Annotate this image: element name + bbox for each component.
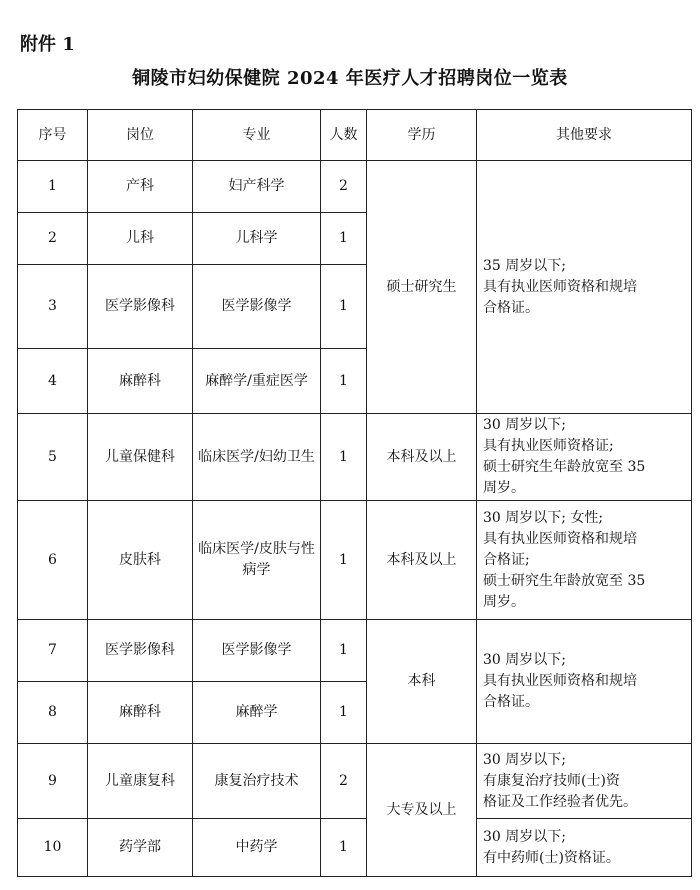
table-header-row <box>18 110 692 161</box>
header-cell: 人数 <box>321 110 367 161</box>
requirements-cell <box>477 161 692 414</box>
requirement-line: 周岁。 <box>483 593 525 610</box>
count-cell: 1 <box>321 265 367 349</box>
row-number: 1 <box>18 161 88 213</box>
row-number: 7 <box>18 620 88 682</box>
major-cell: 医学影像学 <box>193 265 321 349</box>
requirement-line: 具有执业医师资格和规培 <box>483 673 637 689</box>
requirement-line: 有中药师(士)资格证。 <box>483 849 620 866</box>
post-cell: 麻醉科 <box>88 349 193 414</box>
education-cell: 硕士研究生 <box>367 161 477 414</box>
table-row <box>18 819 692 877</box>
requirement-line: 有康复治疗技师(士)资 <box>483 772 620 789</box>
major-cell: 医学影像学 <box>193 620 321 682</box>
post-cell: 医学影像科 <box>88 265 193 349</box>
count-cell: 1 <box>321 620 367 682</box>
count-cell: 1 <box>321 213 367 265</box>
table-row <box>18 161 692 213</box>
table-row <box>18 744 692 819</box>
count-cell: 1 <box>321 682 367 744</box>
requirement-line: 合格证。 <box>483 299 539 316</box>
education-cell: 大专及以上 <box>367 744 477 877</box>
count-cell: 2 <box>321 744 367 819</box>
attachment-label: 附件 1 <box>20 34 75 55</box>
requirement-line: 格证及工作经验者优先。 <box>483 793 637 810</box>
requirement-line: 具有执业医师资格证; <box>483 438 614 454</box>
post-cell: 麻醉科 <box>88 682 193 744</box>
count-cell: 1 <box>321 501 367 620</box>
requirement-line: 硕士研究生年龄放宽至 35 <box>483 572 646 589</box>
requirements-cell <box>477 620 692 744</box>
major-cell: 康复治疗技术 <box>193 744 321 819</box>
major-cell: 临床医学/皮肤与性病学 <box>193 501 321 620</box>
header-cell: 专业 <box>193 110 321 161</box>
post-cell: 医学影像科 <box>88 620 193 682</box>
requirement-line: 30 周岁以下; 女性; <box>483 509 604 526</box>
count-cell: 1 <box>321 414 367 501</box>
header-cell: 岗位 <box>88 110 193 161</box>
requirement-line: 周岁。 <box>483 480 525 496</box>
post-cell: 皮肤科 <box>88 501 193 620</box>
requirement-line: 硕士研究生年龄放宽至 35 <box>483 459 646 475</box>
count-cell: 2 <box>321 161 367 213</box>
major-cell: 儿科学 <box>193 213 321 265</box>
requirement-line: 35 周岁以下; <box>483 257 566 274</box>
row-number: 10 <box>18 819 88 877</box>
post-cell: 儿童保健科 <box>88 414 193 501</box>
row-number: 8 <box>18 682 88 744</box>
major-cell: 妇产科学 <box>193 161 321 213</box>
table-row <box>18 501 692 620</box>
row-number: 2 <box>18 213 88 265</box>
requirements-cell <box>477 501 692 620</box>
requirements-cell <box>477 819 692 877</box>
header-cell: 学历 <box>367 110 477 161</box>
count-cell: 1 <box>321 819 367 877</box>
education-cell: 本科 <box>367 620 477 744</box>
document-title: 铜陵市妇幼保健院 2024 年医疗人才招聘岗位一览表 <box>132 68 568 89</box>
requirement-line: 合格证; <box>483 551 530 568</box>
row-number: 3 <box>18 265 88 349</box>
requirement-line: 具有执业医师资格和规培 <box>483 530 637 547</box>
requirement-line: 具有执业医师资格和规培 <box>483 278 637 295</box>
major-cell: 临床医学/妇幼卫生 <box>193 414 321 501</box>
post-cell: 儿童康复科 <box>88 744 193 819</box>
major-cell: 中药学 <box>193 819 321 877</box>
education-cell: 本科及以上 <box>367 414 477 501</box>
post-cell: 儿科 <box>88 213 193 265</box>
post-cell: 药学部 <box>88 819 193 877</box>
post-cell: 产科 <box>88 161 193 213</box>
header-cell: 序号 <box>18 110 88 161</box>
row-number: 4 <box>18 349 88 414</box>
count-cell: 1 <box>321 349 367 414</box>
requirement-line: 30 周岁以下; <box>483 652 566 668</box>
requirement-line: 30 周岁以下; <box>483 417 566 433</box>
row-number: 5 <box>18 414 88 501</box>
row-number: 6 <box>18 501 88 620</box>
recruitment-table <box>17 109 692 877</box>
education-cell: 本科及以上 <box>367 501 477 620</box>
header-cell: 其他要求 <box>477 110 692 161</box>
major-cell: 麻醉学/重症医学 <box>193 349 321 414</box>
table-row <box>18 414 692 501</box>
major-cell: 麻醉学 <box>193 682 321 744</box>
table-row <box>18 620 692 682</box>
requirements-cell <box>477 414 692 501</box>
row-number: 9 <box>18 744 88 819</box>
requirement-line: 30 周岁以下; <box>483 828 566 845</box>
requirement-line: 合格证。 <box>483 694 539 710</box>
requirement-line: 30 周岁以下; <box>483 751 566 768</box>
requirements-cell <box>477 744 692 819</box>
